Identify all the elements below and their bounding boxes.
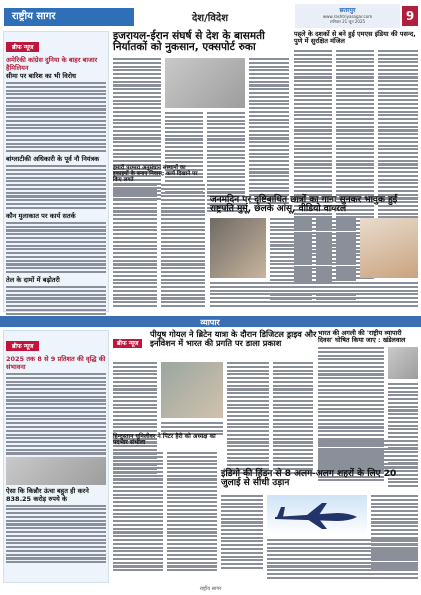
bottom-brief-body-1 bbox=[6, 373, 106, 455]
president-headline: जनमदिन पर दृष्टिबाधित छात्रों का गाना सुनकर भावुक हुईं राष्ट्रपति मुर्मू, छलके आंसू, वीडियो वायरल bbox=[210, 195, 398, 215]
side-story-body-2 bbox=[161, 184, 205, 309]
brief-heading-1: अमेरिकी कांग्रेस दुनिया के बाहर बाजार हैमिलियन bbox=[6, 56, 98, 72]
khandelwal-photo bbox=[388, 347, 418, 379]
president-body-3 bbox=[210, 282, 418, 308]
lead-body-right bbox=[249, 58, 289, 205]
brand-bar bbox=[4, 8, 134, 26]
goyal-headline: पीयूष गोयल ने ब्रिटेन यात्रा के दौरान डिजिटल ड्राइव और इनोवेशन में भारत की प्रगति पर डाला प्रकाश bbox=[150, 329, 317, 348]
bottom-brief-photo bbox=[6, 457, 106, 485]
hul-headline: हिन्दुस्तान यूनिलीवर ने पिटर हैरी को अध्यक्ष का पदभार संभाला bbox=[113, 433, 216, 447]
brief-body-2 bbox=[6, 165, 106, 209]
masthead-city: छतरपुर bbox=[339, 7, 356, 14]
brief-body-1 bbox=[6, 82, 106, 152]
brand-title: राष्ट्रीय सागर bbox=[12, 11, 56, 22]
brief-news-tag: ब्रीफ न्यूज bbox=[6, 42, 39, 52]
bottom-brief-heading-2: ऐसा कि किन्नौर ऊंचा बहुत ही करने 838.25 करोड़ रुपये के bbox=[6, 486, 89, 503]
bottom-brief-body-2 bbox=[6, 505, 106, 564]
masthead-website: www.rashtriyasagar.com bbox=[322, 14, 373, 19]
bottom-center-tag-wrap bbox=[113, 330, 142, 349]
brief-heading-2: सीमा पर बारिश का भी विरोध bbox=[6, 72, 77, 80]
top-right-headline: पहले के दशकों से बने हुई एमएस इंडिया की पसन्द, पुणे में सुरक्षित मंजिल bbox=[294, 30, 416, 45]
masthead-info bbox=[295, 4, 400, 28]
hul-body-1 bbox=[113, 452, 163, 573]
page-footer: राष्ट्रीय सागर bbox=[199, 586, 222, 592]
side-story-body-1 bbox=[113, 184, 157, 309]
brief-heading-3: बांग्लाटीकी अधिकारी के पूर्व नौ नियंत्रक bbox=[6, 155, 100, 164]
business-section-label: व्यापार bbox=[200, 318, 220, 327]
goyal-body-3 bbox=[273, 362, 313, 475]
brief-news-column bbox=[3, 31, 109, 312]
indigo-plane-photo bbox=[267, 495, 367, 535]
president-photo-2 bbox=[360, 218, 418, 278]
brief-body-4 bbox=[6, 286, 106, 315]
bottom-center-tag: ब्रीफ न्यूज bbox=[113, 339, 142, 348]
indigo-body-1 bbox=[221, 495, 263, 571]
bottom-brief-heading-1: 2025 तक 8 से 9 प्रतिशत की वृद्धि की संभावना bbox=[6, 355, 106, 371]
bottom-brief-tag: ब्रीफ न्यूज bbox=[6, 341, 39, 351]
indigo-headline: इंडिगो की हिंडन से 8 अलग-अलग शहरों के लिए 20 जुलाई से सीधी उड़ान bbox=[221, 469, 397, 489]
traders-day-headline: भारत की अगली की 'राष्ट्रीय व्यापारी दिवस' घोषित किया जाए : खंडेलवाल bbox=[318, 329, 406, 344]
brief-body-3 bbox=[6, 222, 106, 273]
indigo-body-3 bbox=[267, 539, 418, 581]
side-story-headline: हमारी परम्परा अनुसंधान संस्थानों का इकाइयों के बनाए निवास; कार्य दिखाने पर किए लगते bbox=[113, 165, 198, 183]
rice-photo bbox=[165, 58, 245, 108]
masthead-date: शनिवार 21 जून 2025 bbox=[329, 19, 366, 24]
goyal-photo bbox=[161, 362, 223, 418]
hul-body-2 bbox=[167, 452, 217, 573]
lead-headline: इजरायल-ईरान संघर्ष से देश के बासमती निर्यातकों को नुकसान, एक्सपोर्ट रुका bbox=[113, 30, 265, 54]
president-photo-1 bbox=[210, 218, 266, 278]
section-title: देश/विदेश bbox=[191, 13, 229, 24]
brief-heading-5: तेल के दामों में बढ़ोतरी bbox=[6, 276, 60, 285]
page-number: 9 bbox=[402, 6, 418, 26]
brief-heading-4: कौन मुलाकात पर कार्य सतर्क bbox=[6, 211, 76, 220]
goyal-body-2 bbox=[227, 362, 269, 475]
airplane-icon bbox=[267, 495, 367, 535]
bottom-brief-column bbox=[3, 330, 109, 583]
